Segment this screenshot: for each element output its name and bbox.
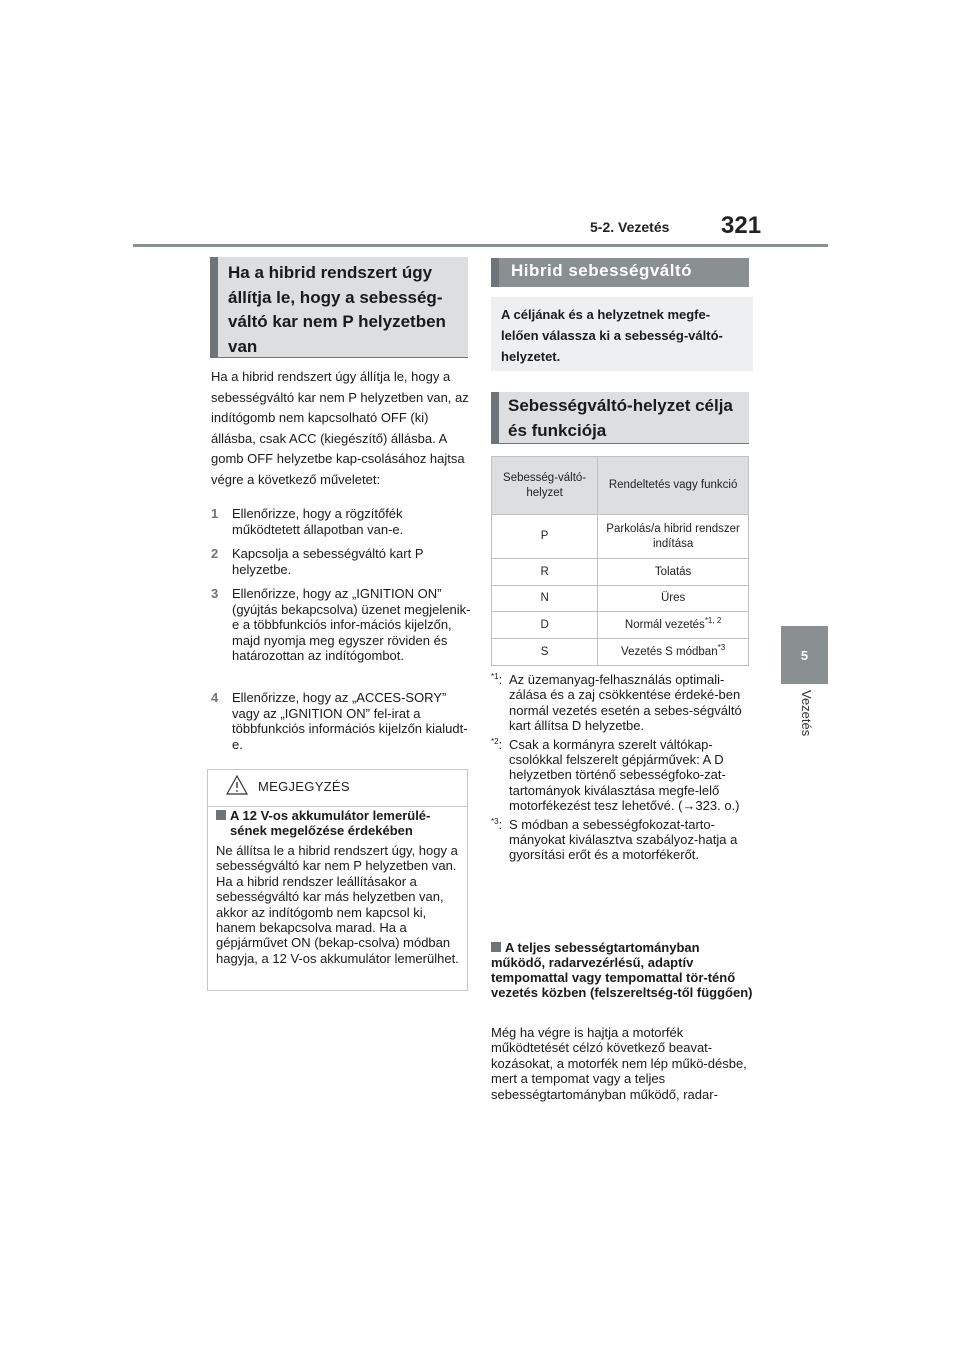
table-row <box>492 515 749 559</box>
footnote-text: S módban a sebességfokozat-tarto-mányokat kiválasztva szabályoz-hatja a gyorsítási erőt és a motorfékerőt. <box>509 816 738 863</box>
right-subtitle-text: A teljes sebességtartományban működő, radarvezérlésű, adaptív tempomattal vagy tempomattal tör-ténő vezetés közben (felszereltség-től függően) <box>491 940 753 1000</box>
step-number: 2 <box>211 546 219 561</box>
cell-function <box>598 639 749 666</box>
footnote-ref: *3 <box>717 642 726 652</box>
cell-position: N <box>492 586 598 612</box>
footnote-mark: *1 <box>491 672 499 681</box>
step-1 <box>211 506 473 537</box>
chapter-title <box>796 690 816 780</box>
cell-position: D <box>492 612 598 639</box>
step-number: 1 <box>211 506 219 521</box>
step-text: Ellenőrizze, hogy a rögzítőfék működtetett állapotban van-e. <box>232 506 404 537</box>
warning-triangle-icon <box>226 775 248 795</box>
cell-function: Üres <box>598 586 749 612</box>
step-number: 4 <box>211 690 219 705</box>
cell-position: S <box>492 639 598 666</box>
note-subtitle-line1: A 12 V-os akkumulátor lemerülé- <box>230 808 431 823</box>
step-text: Kapcsolja a sebességváltó kart P helyzetbe. <box>232 546 424 577</box>
right-heading-hybrid-transmission: Hibrid sebességváltó <box>491 258 749 287</box>
right-heading-gear-purpose: Sebességváltó-helyzet célja és funkciója <box>491 392 749 444</box>
step-3 <box>211 586 473 664</box>
left-heading: Ha a hibrid rendszert úgy állítja le, hogy a sebesség-váltó kar nem P helyzetben van <box>210 257 468 358</box>
cell-function <box>598 612 749 639</box>
cell-function: Parkolás/a hibrid rendszer indítása <box>598 515 749 559</box>
step-4 <box>211 690 473 752</box>
footnote-mark: *3 <box>491 816 499 826</box>
chapter-title-text: Vezetés <box>799 690 814 737</box>
cell-position: P <box>492 515 598 559</box>
cell-function-text: Normál vezetés <box>624 618 705 631</box>
col-header-position: Sebesség-váltó-helyzet <box>492 457 598 515</box>
step-text: Ellenőrizze, hogy az „ACCES-SORY” vagy az „IGNITION ON” fel-irat a többfunkciós információs kijelzőn kialudt-e. <box>232 690 468 752</box>
footnotes <box>491 672 753 866</box>
header-rule <box>133 244 828 247</box>
footnote-ref: *1, 2 <box>704 615 722 625</box>
right-body: Még ha végre is hajtja a motorfék működtetését célzó következő beavat-kozásokat, a motorfék nem lép műkö-désbe, mert a tempomat vagy a teljes sebességtartományban működő, radar- <box>491 1025 747 1102</box>
table-header-row <box>492 457 749 515</box>
cell-function-text: Vezetés S módban <box>621 645 718 658</box>
table-row <box>492 639 749 666</box>
table-row <box>492 559 749 586</box>
step-2 <box>211 546 473 577</box>
square-bullet-icon <box>491 942 501 952</box>
table-row <box>492 612 749 639</box>
step-number: 3 <box>211 586 219 601</box>
chapter-number: 5 <box>800 647 809 663</box>
footnote-text: Csak a kormányra szerelt váltókap-csolókkal felszerelt gépjárművek: A D helyzetben történő sebességfoko-zat-tartományok kiválasztása megfe-lelő motorfékezést tesz lehetővé. (→323. o.) <box>509 736 740 814</box>
col-header-function: Rendeltetés vagy funkció <box>598 457 749 515</box>
chapter-tab[interactable] <box>781 626 828 684</box>
right-subheading: A céljának és a helyzetnek megfe-lelően válassza ki a sebesség-váltó-helyzetet. <box>491 297 753 371</box>
note-body: Ne állítsa le a hibrid rendszert úgy, hogy a sebességváltó kar nem P helyzetben van. Ha a hibrid rendszer leállításakor a sebességváltó kar más helyzetben van, akkor az indítógomb nem kapcsol ki, hanem bekapcsolva marad. Ha a gépjárművet ON (bekap-csolva) módban hagyja, a 12 V-os akkumulátor lemerülhet. <box>216 843 459 966</box>
note-subtitle-line2: sének megelőzése érdekében <box>230 823 413 838</box>
right-subtitle <box>491 940 753 1000</box>
page-number: 321 <box>721 212 762 239</box>
gear-position-table <box>491 456 749 666</box>
square-bullet-icon <box>216 810 226 820</box>
note-label: MEGJEGYZÉS <box>258 779 350 794</box>
section-label: 5-2. Vezetés <box>590 219 670 235</box>
footnote-3: $^{*3}$: S módban a sebességfokozat-tarto-mányokat kiválasztva szabályoz-hatja a gyorsítási erőt és a motorfékerőt. <box>491 816 738 863</box>
step-text: Ellenőrizze, hogy az „IGNITION ON” (gyújtás bekapcsolva) üzenet megjelenik-e a többfunkciós infor-mációs kijelzőn, majd nyomja meg egyszer röviden és határozottan az indítógombot. <box>232 586 471 663</box>
cell-position: R <box>492 559 598 586</box>
cell-function: Tolatás <box>598 559 749 586</box>
footnote-2: $^{*2}$: Csak a kormányra szerelt váltókap-csolókkal felszerelt gépjárművek: A D helyzetben történő sebességfoko-zat-tartományok kiválasztása megfe-lelő motorfékezést tesz lehetővé. (→323. o.) <box>491 736 740 814</box>
table-row <box>492 586 749 612</box>
footnote-1: $^{*1}$: Az üzemanyag-felhasználás optimali-zálása és a zaj csökkentése érdeké-ben normál vezetés esetén a sebes-ségváltó kart állítsa D helyzetbe. <box>491 672 742 734</box>
note-subtitle <box>216 808 464 838</box>
left-intro: Ha a hibrid rendszert úgy állítja le, hogy a sebességváltó kar nem P helyzetben van, az indítógomb nem kapcsolható OFF (ki) állásba, csak ACC (kiegészítő) állásba. A gomb OFF helyzetbe kap-csolásához hajtsa végre a következő műveletet: <box>211 369 469 487</box>
footnote-mark: *2 <box>491 736 499 746</box>
footnote-text: Az üzemanyag-felhasználás optimali-zálása és a zaj csökkentése érdeké-ben normál vezetés esetén a sebes-ségváltó kart állítsa D helyzetbe. <box>509 672 742 734</box>
